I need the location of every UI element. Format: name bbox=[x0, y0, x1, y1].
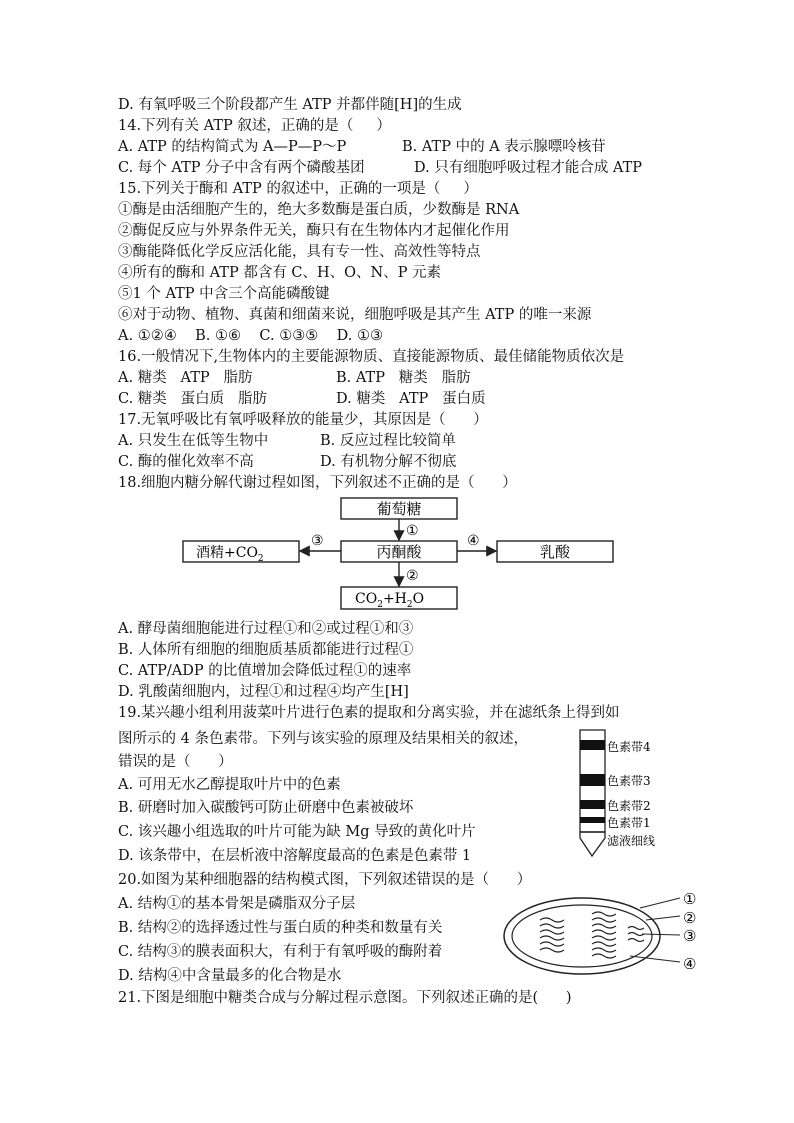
q20-option-d: D. 结构④中含量最多的化合物是水 bbox=[118, 968, 342, 984]
q18-option-d: D. 乳酸菌细胞内，过程①和过程④均产生[H] bbox=[118, 684, 409, 700]
q14-option-a: A. ATP 的结构简式为 A—P—P～P bbox=[118, 139, 347, 155]
q19-stem-line-3: 错误的是（ ） bbox=[118, 754, 233, 770]
structure-3-label: ③ bbox=[683, 927, 697, 945]
q19-option-b: B. 研磨时加入碳酸钙可防止研磨中色素被破坏 bbox=[118, 800, 414, 816]
q20-option-a: A. 结构①的基本骨架是磷脂双分子层 bbox=[118, 896, 356, 912]
glucose-metabolism-diagram bbox=[180, 494, 616, 616]
q19-stem-line-2: 图所示的 4 条色素带。下列与该实验的原理及结果相关的叙述， bbox=[118, 731, 528, 747]
pigment-band-4 bbox=[580, 740, 605, 750]
alcohol-label: 酒精$+CO_2$ bbox=[196, 545, 264, 564]
q17-option-b: B. 反应过程比较简单 bbox=[320, 433, 456, 449]
pigment-band-1 bbox=[580, 817, 605, 823]
q16-option-a: A. 糖类 ATP 脂肪 bbox=[118, 370, 253, 386]
q19-option-d: D. 该条带中，在层析液中溶解度最高的色素是色素带 1 bbox=[118, 848, 472, 864]
q16-stem: 16.一般情况下,生物体内的主要能源物质、直接能源物质、最佳储能物质依次是 bbox=[118, 349, 625, 365]
glucose-label: 葡萄糖 bbox=[376, 500, 422, 518]
origin-label: 滤液细线 bbox=[607, 834, 656, 848]
q16-option-d: D. 糖类 ATP 蛋白质 bbox=[336, 391, 486, 407]
q17-stem: 17.无氧呼吸比有氧呼吸释放的能量少，其原因是（ ） bbox=[118, 412, 488, 428]
q19-stem-line-1: 19.某兴趣小组利用菠菜叶片进行色素的提取和分离实验，并在滤纸条上得到如 bbox=[118, 705, 620, 721]
step-3-label: ③ bbox=[311, 533, 324, 549]
q20-stem: 20.如图为某种细胞器的结构模式图，下列叙述错误的是（ ） bbox=[118, 872, 532, 888]
structure-2-label: ② bbox=[683, 909, 697, 927]
step-2-label: ② bbox=[406, 568, 419, 584]
q15-statement-3: ③酶能降低化学反应活化能，具有专一性、高效性等特点 bbox=[118, 244, 481, 260]
band-4-label: 色素带4 bbox=[607, 740, 651, 754]
inner-membrane bbox=[512, 905, 652, 967]
q19-option-c: C. 该兴趣小组选取的叶片可能为缺 Mg 导致的黄化叶片 bbox=[118, 824, 476, 840]
q15-stem: 15.下列关于酶和 ATP 的叙述中，正确的一项是（ ） bbox=[118, 181, 478, 197]
q18-option-b: B. 人体所有细胞的细胞质基质都能进行过程① bbox=[118, 642, 414, 658]
mitochondrion-diagram bbox=[500, 886, 710, 980]
q14-option-d: D. 只有细胞呼吸过程才能合成 ATP bbox=[414, 160, 643, 176]
q15-statement-2: ②酶促反应与外界条件无关，酶只有在生物体内才起催化作用 bbox=[118, 223, 510, 239]
q19-option-a: A. 可用无水乙醇提取叶片中的色素 bbox=[118, 777, 341, 793]
step-4-label: ④ bbox=[467, 533, 480, 549]
q17-option-c: C. 酶的催化效率不高 bbox=[118, 454, 254, 470]
co2-h2o-label: $CO_2+H_2O$ bbox=[355, 591, 425, 610]
structure-4-label: ④ bbox=[683, 955, 697, 973]
band-2-label: 色素带2 bbox=[607, 799, 651, 813]
q20-option-c: C. 结构③的膜表面积大，有利于有氧呼吸的酶附着 bbox=[118, 944, 443, 960]
pyruvate-label: 丙酮酸 bbox=[376, 543, 422, 561]
q17-option-a: A. 只发生在低等生物中 bbox=[118, 433, 269, 449]
q18-option-c: C. ATP/ADP 的比值增加会降低过程①的速率 bbox=[118, 663, 412, 679]
q21-stem: 21.下图是细胞中糖类合成与分解过程示意图。下列叙述正确的是( ) bbox=[118, 990, 572, 1006]
q20-option-b: B. 结构②的选择透过性与蛋白质的种类和数量有关 bbox=[118, 920, 443, 936]
q17-option-d: D. 有机物分解不彻底 bbox=[320, 454, 457, 470]
band-1-label: 色素带1 bbox=[607, 816, 651, 830]
q16-option-c: C. 糖类 蛋白质 脂肪 bbox=[118, 391, 267, 407]
q15-statement-5: ⑤1 个 ATP 中含三个高能磷酸键 bbox=[118, 286, 330, 302]
pigment-band-3 bbox=[580, 774, 605, 786]
q15-statement-6: ⑥对于动物、植物、真菌和细菌来说，细胞呼吸是其产生 ATP 的唯一来源 bbox=[118, 307, 592, 323]
q18-option-a: A. 酵母菌细胞能进行过程①和②或过程①和③ bbox=[118, 621, 414, 637]
chromatography-strip-diagram bbox=[574, 726, 666, 864]
q13-option-d: D. 有氧呼吸三个阶段都产生 ATP 并都伴随[H]的生成 bbox=[118, 97, 462, 113]
q15-statement-1: ①酶是由活细胞产生的，绝大多数酶是蛋白质，少数酶是 RNA bbox=[118, 202, 520, 218]
q14-option-b: B. ATP 中的 A 表示腺嘌呤核苷 bbox=[402, 139, 606, 155]
q15-statement-4: ④所有的酶和 ATP 都含有 C、H、O、N、P 元素 bbox=[118, 265, 442, 281]
q14-option-c: C. 每个 ATP 分子中含有两个磷酸基团 bbox=[118, 160, 365, 176]
structure-1-label: ① bbox=[683, 890, 697, 908]
q14-stem: 14.下列有关 ATP 叙述，正确的是（ ） bbox=[118, 118, 391, 134]
q15-options: A. ①②④ B. ①⑥ C. ①③⑤ D. ①③ bbox=[118, 328, 383, 344]
band-3-label: 色素带3 bbox=[607, 774, 651, 788]
q16-option-b: B. ATP 糖类 脂肪 bbox=[336, 370, 471, 386]
step-1-label: ① bbox=[406, 523, 419, 539]
pigment-band-2 bbox=[580, 800, 605, 809]
leader-line-1 bbox=[640, 898, 680, 908]
lactic-acid-label: 乳酸 bbox=[539, 543, 571, 561]
q18-stem: 18.细胞内糖分解代谢过程如图，下列叙述不正确的是（ ） bbox=[118, 475, 517, 491]
